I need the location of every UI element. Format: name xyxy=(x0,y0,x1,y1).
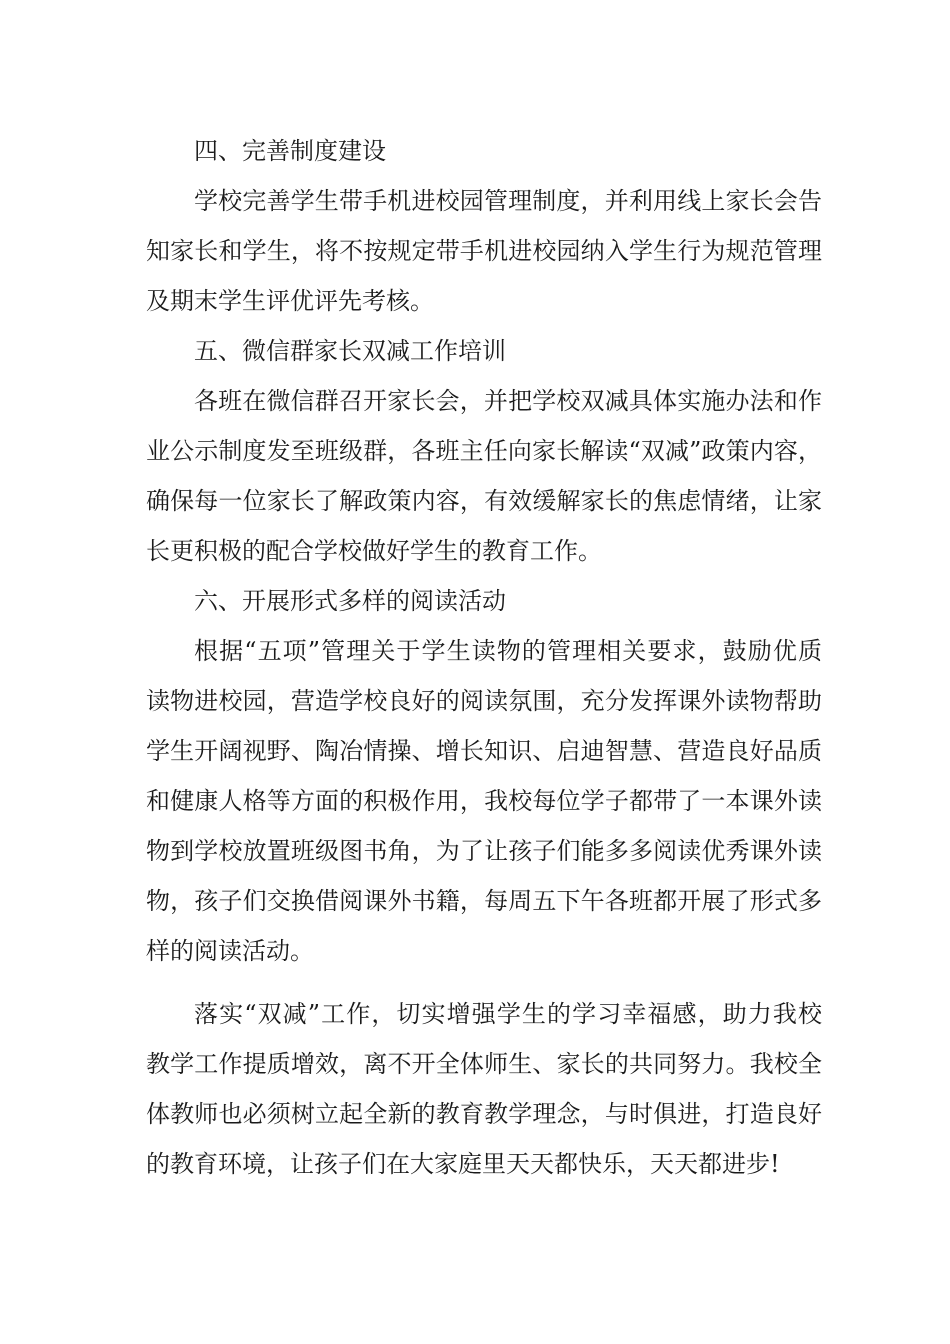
paragraph-line: 学校完善学生带手机进校园管理制度，并利用线上家长会告 xyxy=(194,187,822,215)
section-heading-4: 四、完善制度建设 xyxy=(194,137,386,165)
paragraph-line: 和健康人格等方面的积极作用，我校每位学子都带了一本课外读 xyxy=(146,787,822,815)
paragraph-line: 确保每一位家长了解政策内容，有效缓解家长的焦虑情绪，让家 xyxy=(146,487,822,515)
conclusion-line: 教学工作提质增效，离不开全体师生、家长的共同努力。我校全 xyxy=(146,1050,822,1078)
paragraph-line: 及期末学生评优评先考核。 xyxy=(146,287,434,315)
section-heading-6: 六、开展形式多样的阅读活动 xyxy=(194,587,506,615)
conclusion-line: 的教育环境，让孩子们在大家庭里天天都快乐，天天都进步! xyxy=(146,1150,780,1178)
paragraph-line: 知家长和学生，将不按规定带手机进校园纳入学生行为规范管理 xyxy=(146,237,822,265)
conclusion-line: 体教师也必须树立起全新的教育教学理念，与时俱进，打造良好 xyxy=(146,1100,822,1128)
paragraph-line: 根据“五项”管理关于学生读物的管理相关要求，鼓励优质 xyxy=(194,637,822,665)
paragraph-line: 业公示制度发至班级群，各班主任向家长解读“双减”政策内容， xyxy=(146,437,822,465)
paragraph-line: 学生开阔视野、陶冶情操、增长知识、启迪智慧、营造良好品质 xyxy=(146,737,822,765)
paragraph-line: 各班在微信群召开家长会，并把学校双减具体实施办法和作 xyxy=(194,387,822,415)
section-heading-5: 五、微信群家长双减工作培训 xyxy=(194,337,506,365)
document-body xyxy=(146,126,822,1189)
conclusion-line: 落实“双减”工作，切实增强学生的学习幸福感，助力我校 xyxy=(194,1000,822,1028)
paragraph-line: 长更积极的配合学校做好学生的教育工作。 xyxy=(146,537,602,565)
paragraph-line: 样的阅读活动。 xyxy=(146,937,314,965)
paragraph-line: 读物进校园，营造学校良好的阅读氛围，充分发挥课外读物帮助 xyxy=(146,687,822,715)
paragraph-line: 物，孩子们交换借阅课外书籍，每周五下午各班都开展了形式多 xyxy=(146,887,822,915)
paragraph-line: 物到学校放置班级图书角，为了让孩子们能多多阅读优秀课外读 xyxy=(146,837,822,865)
paragraph-spacer xyxy=(146,976,822,989)
